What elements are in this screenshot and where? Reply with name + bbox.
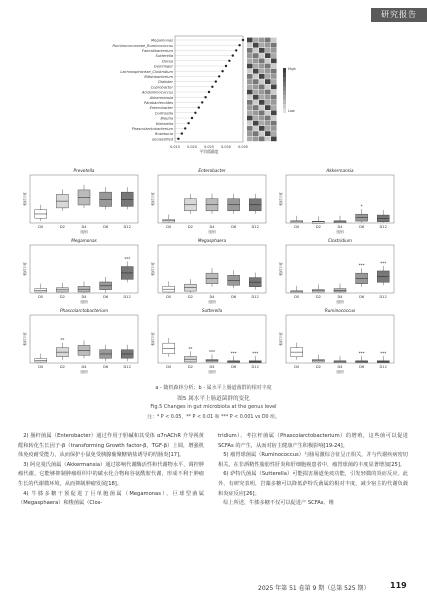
heatmap-cell xyxy=(253,58,259,63)
x-axis-label: 组别 xyxy=(336,300,344,304)
panel-title: Megamonas xyxy=(71,238,97,243)
genus-label: Acidaminococcus xyxy=(141,90,173,95)
x-tick-label: 0.030 xyxy=(221,145,231,149)
paragraph: 6) 萨特氏菌属（Sutterella）可能损害肠道免疫功能，引发轻微的炎症反应。此外，有研究表明，岩藻多糖可以降低萨特氏菌属的相对丰度，减少宿主的代谢负载和炎症反应[26]。 xyxy=(218,471,408,497)
significance-mark: *** xyxy=(209,349,215,355)
x-axis-label: 组别 xyxy=(80,230,88,234)
significance-mark: *** xyxy=(380,350,387,356)
x-axis-label: 组别 xyxy=(208,230,216,234)
heatmap-cell xyxy=(265,90,271,95)
heatmap-cell xyxy=(271,43,277,48)
x-tick-label: 0.035 xyxy=(238,145,248,149)
lollipop-point xyxy=(218,75,220,77)
heatmap-cell xyxy=(247,136,253,141)
x-tick-label: D2 xyxy=(59,365,65,369)
x-tick-label: D12 xyxy=(123,365,131,369)
heatmap-cell xyxy=(247,90,253,95)
box-d4 xyxy=(334,221,346,223)
x-tick-label: D12 xyxy=(379,225,387,229)
heatmap-cell xyxy=(247,53,253,58)
heatmap-cell xyxy=(265,116,271,121)
boxplot-panel xyxy=(150,168,266,234)
legend-gradient-cell xyxy=(283,109,286,114)
legend-high-label: High xyxy=(288,67,296,71)
lollipop-point xyxy=(235,49,237,51)
significance-mark: ** xyxy=(60,337,65,343)
x-tick-label: D12 xyxy=(379,365,387,369)
genus-label: Klebsiella xyxy=(155,121,173,126)
x-tick-label: 0.020 xyxy=(187,145,197,149)
x-tick-label: D6 xyxy=(359,295,365,299)
heatmap-cell xyxy=(253,48,259,53)
x-tick-label: D4 xyxy=(81,225,87,229)
boxplot-panel xyxy=(150,308,266,374)
box-d12 xyxy=(249,361,261,363)
panel-title: Sutterella xyxy=(201,308,223,313)
heatmap-cell xyxy=(265,136,271,141)
heatmap-cell xyxy=(247,58,253,63)
heatmap-cell xyxy=(271,74,277,79)
panel-title: Megasphaera xyxy=(197,238,227,243)
x-tick-label: D4 xyxy=(337,365,343,369)
heatmap-cell xyxy=(253,38,259,43)
lollipop-point xyxy=(204,96,206,98)
genus-label: Sutterella xyxy=(155,54,173,59)
boxplot-panel xyxy=(22,168,138,234)
x-tick-label: D2 xyxy=(315,365,321,369)
heatmap-cell xyxy=(253,126,259,131)
heatmap-cell xyxy=(265,100,271,105)
boxplot-grid xyxy=(20,168,410,378)
x-tick-label: D4 xyxy=(337,295,343,299)
heatmap-cell xyxy=(253,131,259,136)
heatmap-cell xyxy=(265,48,271,53)
panel-title: Ruminococcus xyxy=(324,308,356,313)
paragraph: 综上所述，牛膝多糖不仅可以促进产 SCFAs、维 xyxy=(223,500,334,507)
y-axis-label: 相对丰度 xyxy=(23,332,27,346)
heatmap-cell xyxy=(253,53,259,58)
x-tick-label: D12 xyxy=(379,295,387,299)
heatmap-cell xyxy=(247,105,253,110)
paragraph: 4) 牛膝多糖干预促进了巨单胞菌属（Megamonas）、巨球型菌属（Megasphaera）和梭菌属（Clos- xyxy=(18,490,204,507)
x-axis-label: 组别 xyxy=(80,370,88,374)
significance-mark: *** xyxy=(358,263,365,269)
heatmap-cell xyxy=(247,116,253,121)
heatmap-cell xyxy=(259,69,265,74)
heatmap-cell xyxy=(253,64,259,69)
x-tick-label: D2 xyxy=(315,225,321,229)
x-tick-label: D0 xyxy=(38,225,44,229)
y-axis-label: 相对丰度 xyxy=(151,192,155,206)
left-column xyxy=(18,432,204,509)
x-axis-label: 组别 xyxy=(336,370,344,374)
boxplot-panel xyxy=(22,238,138,304)
x-tick-label: D0 xyxy=(166,365,172,369)
legend-gradient-cell xyxy=(283,95,286,100)
heatmap-cell xyxy=(253,74,259,79)
x-tick-label: D4 xyxy=(209,365,215,369)
heatmap-cell xyxy=(259,100,265,105)
lollipop-point xyxy=(211,86,213,88)
lollipop-point xyxy=(238,44,240,46)
significance-mark: * xyxy=(360,204,363,210)
heatmap-cell xyxy=(265,126,271,131)
x-axis-label: 组别 xyxy=(208,300,216,304)
genus-label: Blautia xyxy=(160,116,173,121)
box-d12 xyxy=(377,361,389,363)
heatmap-cell xyxy=(253,84,259,89)
heatmap-cell xyxy=(247,84,253,89)
paragraph: tridium）、考拉杆菌属（Phascolarctobacterium）的增殖，这些菌可以促进 SCFAs 的产生，从而对宿主健康产生积极影响[19-24]。 xyxy=(218,433,408,449)
boxplot-panel xyxy=(150,238,266,304)
box-d0 xyxy=(291,221,303,223)
y-axis-label: 相对丰度 xyxy=(23,262,27,276)
heatmap-cell xyxy=(259,116,265,121)
heatmap-cell xyxy=(271,121,277,126)
heatmap-cell xyxy=(271,131,277,136)
heatmap-cell xyxy=(259,105,265,110)
lollipop-point xyxy=(228,60,230,62)
lollipop-point xyxy=(181,132,183,134)
y-axis-label: 相对丰度 xyxy=(151,332,155,346)
box-d0 xyxy=(291,291,303,293)
x-tick-label: D2 xyxy=(187,365,193,369)
lollipop-point xyxy=(191,117,193,119)
boxplot-panel xyxy=(278,168,394,234)
x-tick-label: D2 xyxy=(59,225,65,229)
heatmap-cell xyxy=(253,116,259,121)
genus-label: Akkermansia xyxy=(149,95,173,100)
heatmap-cell xyxy=(265,58,271,63)
heatmap-cell xyxy=(253,105,259,110)
x-tick-label: D0 xyxy=(294,295,300,299)
heatmap-cell xyxy=(247,69,253,74)
x-tick-label: D6 xyxy=(359,365,365,369)
heatmap-cell xyxy=(271,84,277,89)
y-axis-label: 相对丰度 xyxy=(279,192,283,206)
lollipop-point xyxy=(198,106,200,108)
figure-subcaption: a - 随机森林分析；b - 属水平上肠道菌群的相对丰度 xyxy=(155,385,272,391)
genus-label: Ruminococcaceae_Ruminococcus xyxy=(112,43,173,48)
genus-label: Collinsella xyxy=(154,111,173,116)
x-tick-label: D12 xyxy=(123,295,131,299)
x-tick-label: D12 xyxy=(251,225,259,229)
heatmap-cell xyxy=(247,43,253,48)
genus-label: Phascolarctobacterium xyxy=(131,127,173,131)
heatmap-cell xyxy=(271,110,277,115)
genus-label: Gemmiger xyxy=(154,64,173,69)
heatmap-cell xyxy=(265,53,271,58)
x-tick-label: D6 xyxy=(103,225,109,229)
significance-mark: *** xyxy=(252,350,259,356)
section-tag: 研究报告 xyxy=(371,8,427,22)
x-tick-label: D12 xyxy=(251,365,259,369)
lollipop-point xyxy=(221,70,223,72)
x-tick-label: D6 xyxy=(231,365,237,369)
heatmap-cell xyxy=(259,126,265,131)
significance-mark: ** xyxy=(188,346,193,352)
heatmap-cell xyxy=(253,90,259,95)
x-tick-label: D4 xyxy=(209,295,215,299)
x-axis-label: 组别 xyxy=(336,230,344,234)
heatmap-cell xyxy=(271,48,277,53)
legend-gradient-cell xyxy=(283,104,286,109)
box-d4 xyxy=(334,361,346,363)
y-axis-label: 相对丰度 xyxy=(279,262,283,276)
lollipop-point xyxy=(187,122,189,124)
x-tick-label: D4 xyxy=(337,225,343,229)
genus-label: Coprobacter xyxy=(150,85,173,90)
x-tick-label: D0 xyxy=(294,225,300,229)
legend-gradient-cell xyxy=(283,77,286,82)
paragraph: 2) 肠杆菌属（Enterobacter）通过作用于胆碱和其受体 α7nAChR 介导视黄醛和转化生长因子-β（transforming Growth factor-β，TGF-β）上调，增强机体免疫耐受能力，从而保护小鼠免受胰腺葡聚糖钠盐诱导的结肠炎[17]。 xyxy=(18,433,204,459)
x-tick-label: D12 xyxy=(251,295,259,299)
lollipop-chart xyxy=(95,34,335,164)
panel-title: Phascolarctobacterium xyxy=(59,308,109,313)
x-tick-label: D4 xyxy=(81,365,87,369)
lollipop-point xyxy=(225,65,227,67)
heatmap-cell xyxy=(247,64,253,69)
heatmap-cell xyxy=(259,136,265,141)
boxplot-panel xyxy=(278,238,394,304)
heatmap-cell xyxy=(259,84,265,89)
heatmap-cell xyxy=(259,110,265,115)
right-column xyxy=(218,432,408,509)
heatmap-cell xyxy=(265,64,271,69)
box-d6 xyxy=(356,361,368,363)
genus-label: Parabacteroides xyxy=(143,101,173,105)
legend-gradient-cell xyxy=(283,68,286,73)
x-tick-label: D0 xyxy=(166,225,172,229)
figure-note: 注：* P < 0.05，** P < 0.01 和 *** P < 0.001 vs D0 组。 xyxy=(147,415,280,420)
y-axis-label: 相对丰度 xyxy=(151,262,155,276)
heatmap-cell xyxy=(259,79,265,84)
heatmap-cell xyxy=(271,126,277,131)
x-tick-label: D0 xyxy=(38,365,44,369)
x-tick-label: D6 xyxy=(231,225,237,229)
lollipop-point xyxy=(177,138,179,140)
x-tick-label: D6 xyxy=(103,295,109,299)
heatmap-cell xyxy=(271,100,277,105)
x-tick-label: D2 xyxy=(59,295,65,299)
panel-title: Clostridium xyxy=(328,238,352,243)
heatmap-cell xyxy=(247,121,253,126)
heatmap-cell xyxy=(271,136,277,141)
heatmap-cell xyxy=(271,90,277,95)
heatmap-cell xyxy=(271,79,277,84)
heatmap-cell xyxy=(259,58,265,63)
heatmap-cell xyxy=(271,38,277,43)
x-tick-label: D0 xyxy=(166,295,172,299)
legend-gradient-cell xyxy=(283,86,286,91)
heatmap-cell xyxy=(265,79,271,84)
heatmap-cell xyxy=(265,69,271,74)
heatmap-cell xyxy=(259,43,265,48)
heatmap-cell xyxy=(259,131,265,136)
genus-label: Lachnospiraceae_Clostridium xyxy=(120,69,173,74)
x-tick-label: D2 xyxy=(187,295,193,299)
significance-mark: *** xyxy=(124,256,131,262)
significance-mark: *** xyxy=(230,350,237,356)
heatmap-cell xyxy=(259,74,265,79)
plot-frame xyxy=(175,36,243,142)
heatmap-cell xyxy=(259,53,265,58)
heatmap-cell xyxy=(271,105,277,110)
lollipop-point xyxy=(184,127,186,129)
heatmap-cell xyxy=(265,131,271,136)
figure-title-en: Fig.5 Changes in gut microbiota at the genus level xyxy=(150,404,277,410)
heatmap-cell xyxy=(265,110,271,115)
lollipop-point xyxy=(232,54,234,56)
figure-title-cn: 图5 属水平上肠道菌群的变化 xyxy=(177,396,250,402)
heatmap-cell xyxy=(253,100,259,105)
heatmap-cell xyxy=(247,38,253,43)
heatmap-cell xyxy=(247,131,253,136)
x-tick-label: D6 xyxy=(231,295,237,299)
heatmap-cell xyxy=(253,79,259,84)
genus-label: Dialister xyxy=(158,80,173,85)
genus-label: Enterobacter xyxy=(149,106,173,111)
heatmap-cell xyxy=(271,95,277,100)
x-tick-label: D4 xyxy=(209,225,215,229)
heatmap-cell xyxy=(265,43,271,48)
y-axis-label: 相对丰度 xyxy=(279,332,283,346)
legend-gradient-cell xyxy=(283,91,286,96)
heatmap-cell xyxy=(247,48,253,53)
genus-label: unclassified xyxy=(151,137,173,142)
x-tick-label: D2 xyxy=(187,225,193,229)
issue-info: 2025 年第 51 卷第 9 期（总第 525 期） xyxy=(258,585,370,592)
lollipop-point xyxy=(194,112,196,114)
x-tick-label: D6 xyxy=(359,225,365,229)
x-tick-label: D0 xyxy=(294,365,300,369)
x-tick-label: D4 xyxy=(81,295,87,299)
significance-mark: *** xyxy=(380,260,387,266)
x-axis-label: 组别 xyxy=(208,370,216,374)
heatmap-cell xyxy=(271,64,277,69)
heatmap-cell xyxy=(253,43,259,48)
heatmap-cell xyxy=(247,79,253,84)
legend-gradient-cell xyxy=(283,73,286,78)
legend-gradient-cell xyxy=(283,100,286,105)
x-tick-label: D6 xyxy=(103,365,109,369)
box-d6 xyxy=(228,361,240,363)
heatmap-cell xyxy=(253,95,259,100)
page-number: 119 xyxy=(390,581,407,590)
panel-title: Enterobacter xyxy=(198,168,226,173)
heatmap-cell xyxy=(253,69,259,74)
significance-mark: *** xyxy=(358,350,365,356)
genus-label: Dorea xyxy=(162,59,173,64)
x-tick-label: D12 xyxy=(123,225,131,229)
genus-label: Megamonas xyxy=(151,38,173,43)
heatmap-cell xyxy=(265,105,271,110)
x-tick-label: 0.015 xyxy=(170,145,180,149)
lollipop-point xyxy=(215,80,217,82)
heatmap-cell xyxy=(259,95,265,100)
legend-low-label: Low xyxy=(288,109,295,113)
lollipop-point xyxy=(208,91,210,93)
heatmap-cell xyxy=(247,110,253,115)
genus-label: Bifidobacterium xyxy=(144,75,173,79)
heatmap-cell xyxy=(247,95,253,100)
genus-label: Faecalibacterium xyxy=(142,49,173,53)
heatmap-cell xyxy=(265,38,271,43)
heatmap-cell xyxy=(247,126,253,131)
heatmap-cell xyxy=(247,100,253,105)
panel-title: Akkermansia xyxy=(326,168,354,173)
heatmap-cell xyxy=(271,53,277,58)
heatmap-cell xyxy=(259,64,265,69)
heatmap-cell xyxy=(271,69,277,74)
heatmap-cell xyxy=(265,84,271,89)
heatmap-cell xyxy=(259,48,265,53)
heatmap-cell xyxy=(265,121,271,126)
legend-gradient-cell xyxy=(283,82,286,87)
heatmap-cell xyxy=(253,136,259,141)
paragraph: 3) 阿克曼氏菌属（Akkermansia）通过影响代谢酶活性和代谢物水平，调控肿瘤代谢。它能够抑制肿瘤组织中的碳水化合物和谷氨酰胺代谢，形成不利于肿瘤生长的代谢微环境，从而抑制肿瘤发展[18]。 xyxy=(18,461,204,487)
x-tick-label: D2 xyxy=(315,295,321,299)
heatmap-cell xyxy=(259,121,265,126)
heatmap-cell xyxy=(271,58,277,63)
boxplot-panel xyxy=(278,308,394,374)
heatmap-cell xyxy=(253,121,259,126)
x-tick-label: 0.025 xyxy=(204,145,214,149)
panel-title: Prevotella xyxy=(73,168,95,173)
heatmap-cell xyxy=(259,38,265,43)
heatmap-cell xyxy=(271,116,277,121)
x-tick-label: D0 xyxy=(38,295,44,299)
boxplot-panel xyxy=(22,308,138,374)
x-axis-label: 组别 xyxy=(80,300,88,304)
heatmap-cell xyxy=(265,74,271,79)
lollipop-point xyxy=(201,101,203,103)
y-axis-label: 相对丰度 xyxy=(23,192,27,206)
heatmap-cell xyxy=(265,95,271,100)
heatmap-cell xyxy=(247,74,253,79)
heatmap-cell xyxy=(253,110,259,115)
paragraph: 5) 瘤胃球菌属（Ruminococcus）与肠易激综合征呈正相关，并与代谢疾病密切相关。在非酒精性脂肪性肝炎和肝细胞癌患者中，瘤胃球菌的丰度显著增加[25]。 xyxy=(218,452,408,468)
genus-label: Roseburia xyxy=(154,132,173,137)
x-axis-label: 平均精确度 xyxy=(199,149,219,154)
heatmap-cell xyxy=(259,90,265,95)
